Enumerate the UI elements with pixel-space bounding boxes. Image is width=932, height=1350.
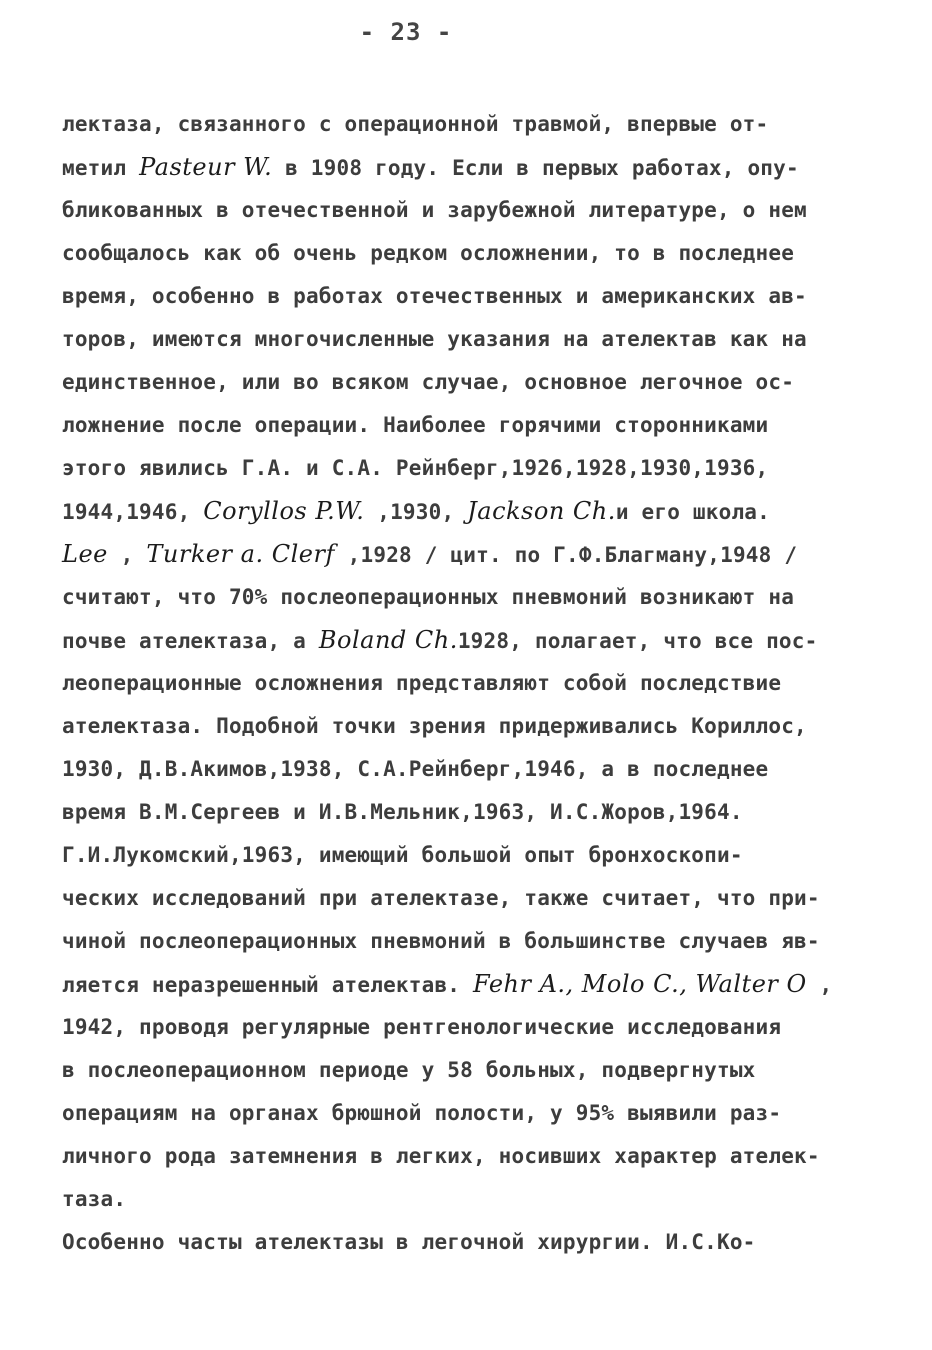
page-number: - 23 - <box>359 18 453 46</box>
typed-text: чиной послеоперационных пневмоний в большинстве случаев яв- <box>62 929 820 953</box>
text-line <box>62 368 882 396</box>
typed-text: ческих исследований при ателектазе, также считает, что при- <box>62 886 820 910</box>
typed-text: таза. <box>62 1187 127 1211</box>
typed-text: сообщалось как об очень редком осложнении, то в последнее <box>62 241 795 265</box>
typed-text: этого явились Г.А. и С.А. Рейнберг,1926,1928,1930,1936, <box>62 456 769 480</box>
typed-text: ателектаза. Подобной точки зрения придерживались Кориллос, <box>62 714 807 738</box>
typed-text: 1944,1946, <box>62 500 204 524</box>
handwritten-author-name: Lee <box>62 540 108 568</box>
typed-text: ,1930, <box>364 500 468 524</box>
text-line <box>62 1056 882 1084</box>
text-line <box>62 798 882 826</box>
typed-text: 1942, проводя регулярные рентгенологические исследования <box>62 1015 782 1039</box>
handwritten-author-name: Turker a. Clerf <box>146 540 335 568</box>
text-line <box>62 583 882 611</box>
typed-text: Особенно часты ателектазы в легочной хирургии. И.С.Ко- <box>62 1230 756 1254</box>
typed-text: ,1928 / цит. по Г.Ф.Благману,1948 / <box>334 543 798 567</box>
text-line <box>62 970 882 999</box>
handwritten-author-name: Fehr A., Molo C., Walter O <box>472 970 807 998</box>
text-line <box>62 153 882 182</box>
typed-text: и его школа. <box>615 500 770 524</box>
text-line <box>62 884 882 912</box>
typed-text: почве ателектаза, а <box>62 629 319 653</box>
typed-text: , <box>107 543 147 567</box>
typed-text: ляется неразрешенный ателектав. <box>62 973 473 997</box>
typed-text: личного рода затемнения в легких, носивших характер ателек- <box>62 1144 820 1168</box>
text-line <box>62 497 882 526</box>
text-line <box>62 626 882 655</box>
typed-text: единственное, или во всяком случае, основное легочное ос- <box>62 370 795 394</box>
text-line <box>62 712 882 740</box>
typed-text: время В.М.Сергеев и И.В.Мельник,1963, И.С.Жоров,1964. <box>62 800 743 824</box>
text-line <box>62 669 882 697</box>
text-line <box>62 411 882 439</box>
text-line <box>62 282 882 310</box>
text-line <box>62 540 882 569</box>
text-line <box>62 196 882 224</box>
typed-text: метил <box>62 156 140 180</box>
text-line <box>62 841 882 869</box>
typed-text: операциям на органах брюшной полости, у 95% выявили раз- <box>62 1101 782 1125</box>
text-line <box>62 755 882 783</box>
text-line <box>62 1099 882 1127</box>
typed-text: время, особенно в работах отечественных и американских ав- <box>62 284 807 308</box>
text-line <box>62 454 882 482</box>
typed-text: бликованных в отечественной и зарубежной литературе, о нем <box>62 198 807 222</box>
handwritten-author-name: Boland Ch. <box>318 626 458 654</box>
handwritten-author-name: Pasteur W. <box>139 153 273 181</box>
typed-text: ложнение после операции. Наиболее горячими сторонниками <box>62 413 769 437</box>
typed-text: 1930, Д.В.Акимов,1938, С.А.Рейнберг,1946, а в последнее <box>62 757 769 781</box>
handwritten-author-name: Coryllos P.W. <box>203 497 365 525</box>
typed-text: торов, имеются многочисленные указания на ателектав как на <box>62 327 807 351</box>
typed-text: леоперационные осложнения представляют собой последствие <box>62 671 782 695</box>
text-line <box>62 325 882 353</box>
typed-text: 1928, полагает, что все пос- <box>457 629 818 653</box>
typed-text: считают, что 70% послеоперационных пневмоний возникают на <box>62 585 795 609</box>
text-line <box>62 110 882 138</box>
typed-text: в послеоперационном периоде у 58 больных, подвергнутых <box>62 1058 756 1082</box>
typed-text: лектаза, связанного с операционной травмой, впервые от- <box>62 112 769 136</box>
typed-text: , <box>806 973 833 997</box>
text-line <box>62 1228 882 1256</box>
text-line <box>62 1142 882 1170</box>
typed-text: Г.И.Лукомский,1963, имеющий большой опыт бронхоскопи- <box>62 843 743 867</box>
text-line <box>62 239 882 267</box>
typed-text: в 1908 году. Если в первых работах, опу- <box>272 156 799 180</box>
text-line <box>62 1013 882 1041</box>
handwritten-author-name: Jackson Ch. <box>467 497 616 525</box>
text-line <box>62 927 882 955</box>
text-line <box>62 1185 882 1213</box>
